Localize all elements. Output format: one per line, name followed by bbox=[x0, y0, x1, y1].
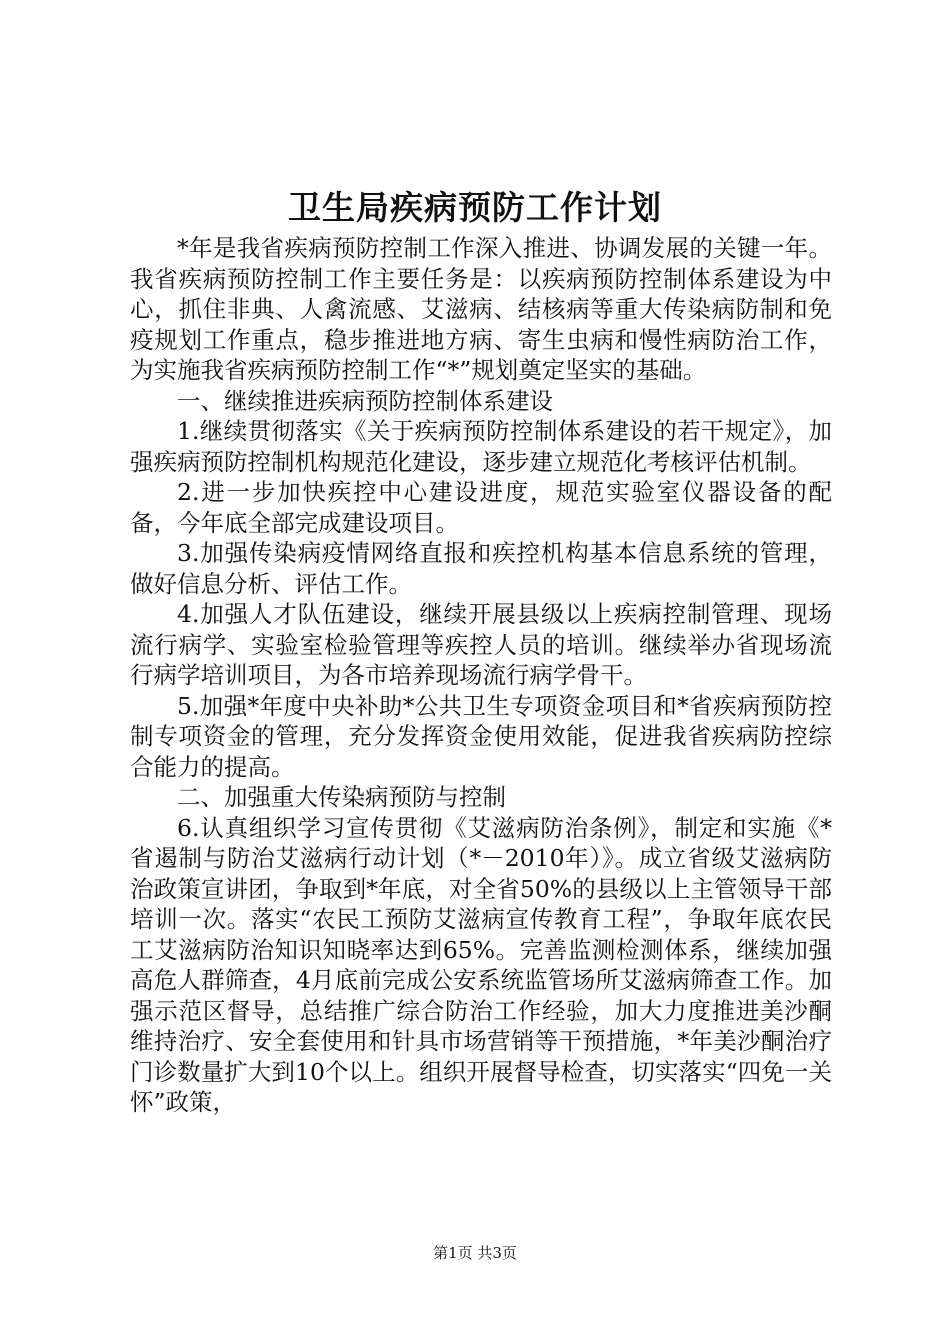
section-heading-1: 一、继续推进疾病预防控制体系建设 bbox=[177, 386, 553, 415]
page-number-footer: 第1页 共3页 bbox=[433, 1244, 517, 1262]
paragraph-intro: *年是我省疾病预防控制工作深入推进、协调发展的关键一年。我省疾病预防控制工作主要任务是：以疾病预防控制体系建设为中心，抓住非典、人禽流感、艾滋病、结核病等重大传染病防制和免疫规划工作重点，稳步推进地方病、寄生虫病和慢性病防治工作，为实施我省疾病预防控制工作“*”规划奠定坚实的基础。 bbox=[130, 234, 832, 384]
paragraph-item-5: 5.加强*年度中央补助*公共卫生专项资金项目和*省疾病预防控制专项资金的管理，充分发挥资金使用效能，促进我省疾病防控综合能力的提高。 bbox=[130, 691, 832, 781]
paragraph-item-1: 1.继续贯彻落实《关于疾病预防控制体系建设的若干规定》，加强疾病预防控制机构规范化建设，逐步建立规范化考核评估机制。 bbox=[130, 417, 832, 476]
document-body bbox=[130, 233, 832, 1118]
paragraph-item-6: 6.认真组织学习宣传贯彻《艾滋病防治条例》，制定和实施《*省遏制与防治艾滋病行动计划（*－2010年）》。成立省级艾滋病防治政策宣讲团，争取到*年底，对全省50%的县级以上主管领导干部培训一次。落实“农民工预防艾滋病宣传教育工程”，争取年底农民工艾滋病防治知识知晓率达到65%。完善监测检测体系，继续加强高危人群筛查，4月底前完成公安系统监管场所艾滋病筛查工作。加强示范区督导，总结推广综合防治工作经验，加大力度推进美沙酮维持治疗、安全套使用和针具市场营销等干预措施，*年美沙酮治疗门诊数量扩大到10个以上。组织开展督导检查，切实落实“四免一关怀”政策， bbox=[130, 813, 832, 1116]
document-title: 卫生局疾病预防工作计划 bbox=[288, 188, 662, 227]
section-heading-2: 二、加强重大传染病预防与控制 bbox=[177, 783, 506, 811]
paragraph-item-3: 3.加强传染病疫情网络直报和疾控机构基本信息系统的管理，做好信息分析、评估工作。 bbox=[130, 539, 832, 598]
paragraph-item-4: 4.加强人才队伍建设，继续开展县级以上疾病控制管理、现场流行病学、实验室检验管理等疾控人员的培训。继续举办省现场流行病学培训项目，为各市培养现场流行病学骨干。 bbox=[130, 600, 832, 689]
paragraph-item-2: 2.进一步加快疾控中心建设进度，规范实验室仪器设备的配备，今年底全部完成建设项目。 bbox=[130, 478, 832, 537]
